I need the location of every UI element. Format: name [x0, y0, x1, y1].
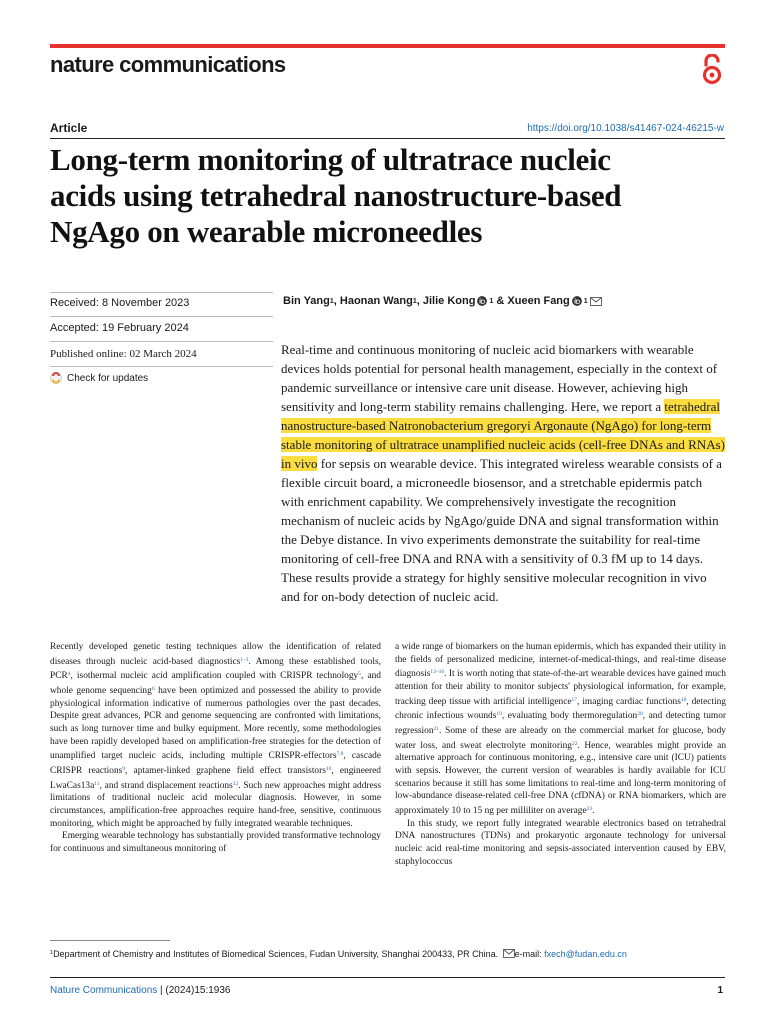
article-type-label: Article — [50, 121, 88, 135]
email-label: e-mail: — [514, 949, 545, 959]
body-paragraph: In this study, we report fully integrated wearable electronics based on tetrahedral DNA nanostructures (TDNs) and prokaryotic argonaute technology for universal nucleic acid real-time monitoring and sepsis-associated intervention caused by EBV, staphylococcus — [395, 818, 726, 867]
affiliation-footnote — [50, 949, 725, 959]
body-column-left — [50, 641, 381, 856]
affiliation-sup: 1 — [412, 297, 417, 305]
affiliation-sup: 1 — [329, 297, 334, 305]
meta-divider — [50, 316, 273, 317]
doi-link[interactable]: https://doi.org/10.1038/s41467-024-46215-w — [527, 123, 724, 134]
meta-divider — [50, 341, 273, 342]
citation-ref[interactable]: 18 — [680, 696, 687, 703]
published-date: Published online: 02 March 2024 — [50, 348, 197, 360]
citation-ref[interactable]: 12 — [232, 780, 239, 787]
author-name[interactable]: Haonan Wang — [339, 295, 413, 307]
check-for-updates-button[interactable] — [50, 372, 148, 384]
affiliation-text: Department of Chemistry and Institutes of Biomedical Sciences, Fudan University, Shanghai 200433, PR China. — [53, 949, 499, 959]
author-name[interactable]: Xueen Fang — [507, 295, 570, 307]
citation-ref[interactable]: 19 — [496, 711, 502, 718]
citation-ref[interactable]: 6 — [151, 685, 155, 692]
citation-ref[interactable]: 1–3 — [240, 656, 249, 663]
citation-ref[interactable]: 20 — [637, 711, 643, 718]
journal-name[interactable]: nature communications — [50, 52, 286, 77]
page-number: 1 — [717, 985, 723, 996]
title-line: acids using tetrahedral nanostructure-based — [50, 178, 622, 213]
citation-ref[interactable]: 22 — [571, 740, 578, 747]
body-paragraph: Recently developed genetic testing techniques allow the identification of related diseases through nucleic acid-based diagnostics$^{1-3}$. Among these established tools, PCR$^4$, isothermal nucleic acid amplification coupled with CRISPR technology$^5$, and whole genome sequencing$^6$ have been optimized and possessed the ability to provide physiological information indicative of numerous pathologies over the past decades. Despite great advances, PCR and genome sequencing are confronted with limitations, such as long turnover time and bulky equipment. More recently, some methodologies have been rapidly developed based on amplification-free strategies for the detection of unamplified target nucleic acids, including multiple CRISPR-effectors$^{7,8}$, cascade CRISPR reactions$^9$, aptamer-linked graphene field effect transistors$^{10}$, engineered $LwaCas13a^{11}$, and strand displacement reactions$^{12}$. Such new approaches might address limitations of traditional nucleic acid molecular diagnosis. However, in some circumstances, amplification-free approaches require hand-free, sensitive, continuous monitoring, which might be approached by fully integrated wearable techniques. — [50, 642, 382, 829]
email-icon[interactable] — [590, 297, 602, 306]
footer-journal-link[interactable]: Nature Communications — [50, 985, 158, 996]
received-date: Received: 8 November 2023 — [50, 297, 190, 309]
title-line: NgAgo on wearable microneedles — [50, 214, 483, 249]
orcid-icon[interactable] — [572, 296, 582, 306]
citation-ref[interactable]: 17 — [571, 696, 578, 703]
citation-ref[interactable]: 9 — [122, 765, 126, 772]
body-paragraph: a wide range of biomarkers on the human epidermis, which has expanded their utility in the fields of personalized medicine, internet-of-medical-things, and real-time disease diagnosis$^{13-16}$. It is worth noting that state-of-the-art wearable devices have gained much attention for their ability to monitor subjects' physiological information, for example, tracking deep tissue with artificial intelligence$^{17}$, imaging cardiac functions$^{18}$, detecting chronic infectious wounds$^{19}$, evaluating body thermoregulation$^{20}$, and detecting tumor regression$^{21}$. Some of these are already on the commercial market for glucose, body water loss, and sweat electrolyte monitoring$^{22}$. Hence, wearables might provide an alternative approach for continuous monitoring, e.g., intensive care unit (ICU) patients with sepsis. However, the current version of wearables is hardly available for ICU scenarios because it still has some limitations to real-time and long-term monitoring of low-abundance disease-related cell-free DNA (cfDNA) or RNA biomarkers, which are approximately 10 to 15 ng per milliliter on average$^{23}$. — [395, 642, 727, 816]
meta-divider — [50, 292, 273, 293]
email-icon — [503, 949, 515, 958]
citation-ref[interactable]: 13–16 — [430, 669, 445, 676]
body-column-right — [395, 641, 726, 868]
citation-ref[interactable]: 5 — [358, 671, 361, 678]
article-title — [50, 142, 730, 250]
affiliation-sup: 1 — [583, 297, 588, 305]
author-name[interactable]: Bin Yang — [283, 295, 330, 307]
author-separator: , — [333, 295, 340, 307]
title-line: Long-term monitoring of ultratrace nucleic — [50, 142, 611, 177]
title-divider — [50, 138, 725, 139]
accepted-date: Accepted: 19 February 2024 — [50, 322, 189, 334]
check-updates-label: Check for updates — [67, 372, 149, 384]
affiliation-sup: 1 — [489, 297, 494, 305]
orcid-icon[interactable] — [477, 296, 487, 306]
highlighted-text: tetrahedral nanostructure-based Natronobacterium gregoryi Argonaute (NgAgo) for long-term stable monitoring of ultratrace unamplified nucleic acids (cell-free DNAs and RNAs) in vivo — [281, 399, 726, 471]
abstract-text: for sepsis on wearable device. This integrated wireless wearable consists of a flexible circuit board, a microneedle biosensor, and a stretchable epidermis patch with enrichment capability. We comprehensively investigate the recognition mechanism of nucleic acids by NgAgo/guide DNA and signal transformation within the Debye distance. In vivo experiments demonstrate the suitability for real-time monitoring of cell-free DNA and RNA with a sensitivity of 0.3 fM up to 14 days. These results provide a strategy for highly sensitive molecular recognition in vivo and for on-body detection of nucleic acid. — [281, 456, 722, 604]
citation-ref[interactable]: 10 — [325, 765, 332, 772]
author-list — [283, 295, 602, 307]
author-name[interactable]: Jilie Kong — [422, 295, 476, 307]
abstract-text: Real-time and continuous monitoring of nucleic acid biomarkers with wearable devices holds potential for personal health management, especially in the context of pandemic surveillance or intensive care unit disease. However, achieving high sensitivity and long-term stability remains challenging. Here, we report a — [281, 342, 718, 414]
body-paragraph: Emerging wearable technology has substantially provided transformative technology for continuous and simultaneous monitoring of — [50, 831, 381, 854]
abstract — [281, 340, 728, 606]
citation-ref[interactable]: 4 — [67, 671, 71, 678]
citation-ref[interactable]: 23 — [586, 805, 593, 812]
check-updates-icon — [50, 372, 62, 384]
footnote-divider — [50, 940, 170, 941]
author-separator: , — [416, 295, 423, 307]
citation-ref[interactable]: 11 — [94, 780, 100, 787]
meta-divider — [50, 366, 273, 367]
open-access-icon — [700, 54, 724, 86]
footer-divider — [50, 977, 725, 978]
journal-accent-bar — [50, 44, 725, 48]
footnote-sup: 1 — [50, 950, 54, 956]
footer-citation — [50, 985, 230, 996]
citation-ref[interactable]: 7,8 — [336, 751, 344, 758]
citation-ref[interactable]: 21 — [433, 725, 440, 732]
footer-volume: | (2024)15:1936 — [157, 985, 231, 996]
email-link[interactable]: fxech@fudan.edu.cn — [544, 949, 627, 959]
author-separator: & — [493, 295, 508, 307]
